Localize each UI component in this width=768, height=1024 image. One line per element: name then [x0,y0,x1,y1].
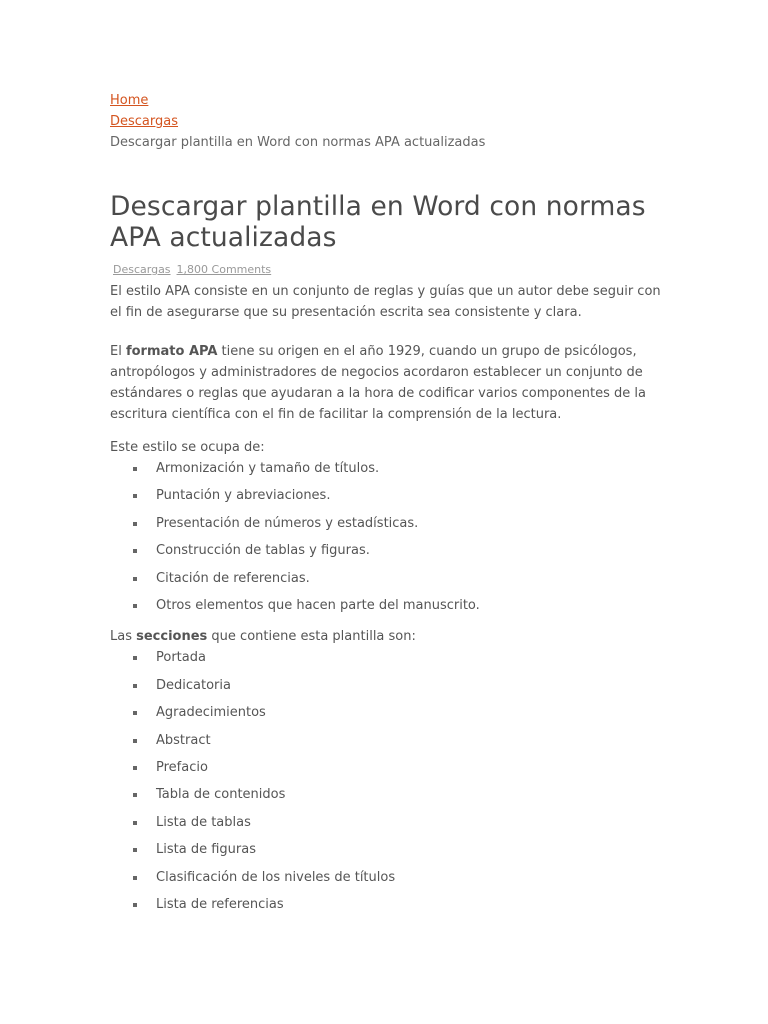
list-item: Lista de figuras [110,836,666,863]
list-item: Lista de tablas [110,809,666,836]
list-item: Lista de referencias [110,891,666,918]
page-title: Descargar plantilla en Word con normas APA actualizadas [110,191,646,253]
breadcrumb-current: Descargar plantilla en Word con normas APA actualizadas [110,135,486,150]
list-item: Armonización y tamaño de títulos. [110,455,666,482]
category-link[interactable]: Descargas [113,263,171,276]
list-item: Otros elementos que hacen parte del manuscrito. [110,592,666,619]
text: El [110,344,126,359]
breadcrumb [110,90,666,153]
list-item: Citación de referencias. [110,565,666,592]
post-meta [113,263,666,277]
list-item: Construcción de tablas y figuras. [110,537,666,564]
list-item: Portada [110,644,666,671]
comments-link[interactable]: 1,800 Comments [176,263,272,276]
list-item: Tabla de contenidos [110,781,666,808]
list-item: Agradecimientos [110,699,666,726]
list-intro: Este estilo se ocupa de: [110,440,265,455]
intro-paragraph: El estilo APA consiste en un conjunto de reglas y guías que un autor debe seguir con el fin de asegurarse que su presentación escrita sea consistente y clara. [110,284,661,320]
list-item: Abstract [110,727,666,754]
sections-list [110,644,666,918]
text: tiene su origen en el año 1929, cuando un grupo de psicólogos, antropólogos y administradores de negocios acordaron establecer un conjunto de estándares o reglas que ayudaran a la hora de codificar varios componentes de la escritura científica con el fin de facilitar la comprensión de la lectura. [110,344,647,422]
list-item: Puntación y abreviaciones. [110,482,666,509]
style-list [110,455,666,619]
article-container [110,90,666,919]
list-item: Dedicatoria [110,672,666,699]
text: que contiene esta plantilla son: [207,629,416,645]
list-item: Clasificación de los niveles de títulos [110,864,666,891]
history-paragraph [110,341,666,425]
list-item: Presentación de números y estadísticas. [110,510,666,537]
bold-text: formato APA [125,344,218,359]
text: Las [110,629,137,645]
list-item: Prefacio [110,754,666,781]
bold-text: secciones [136,629,208,645]
breadcrumb-category-link[interactable]: Descargas [110,114,179,129]
breadcrumb-home-link[interactable]: Home [110,93,149,108]
